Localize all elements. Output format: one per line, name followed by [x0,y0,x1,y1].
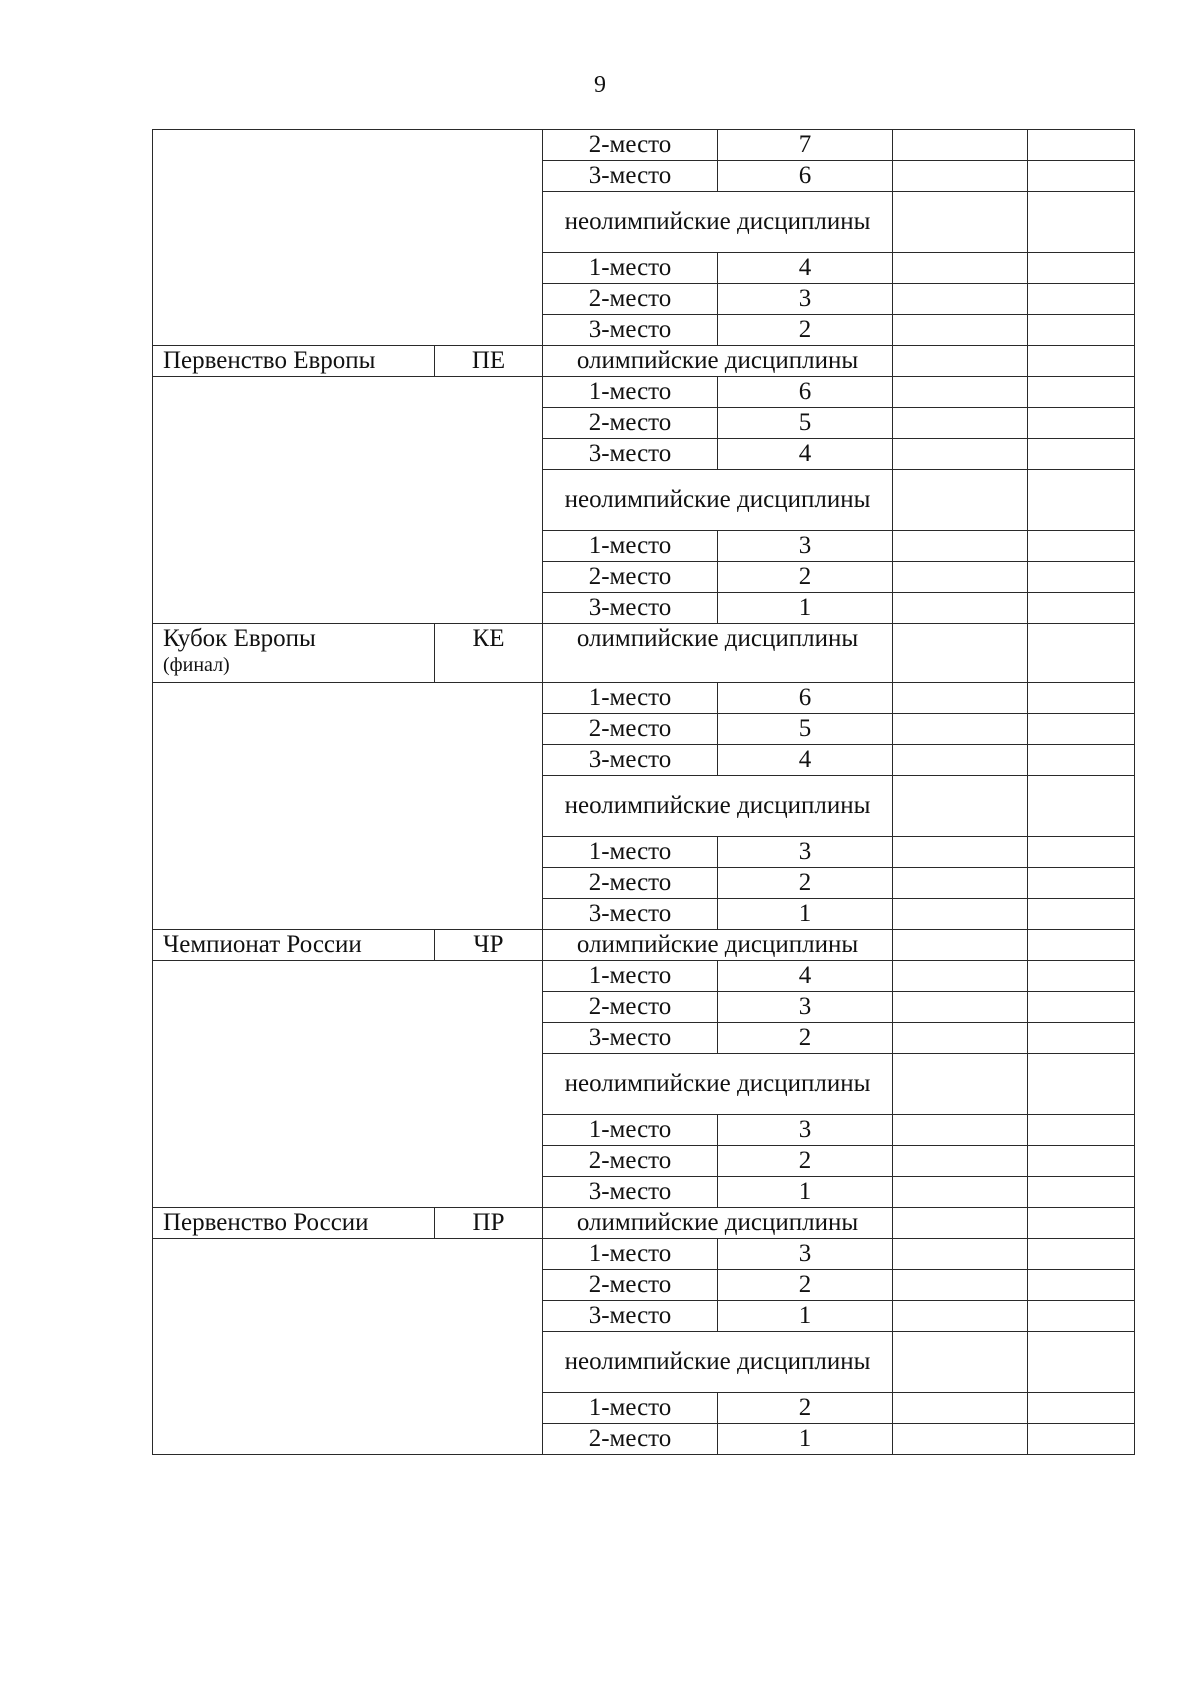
score-cell: 2 [718,562,893,593]
place-cell: 2-место [543,714,718,745]
score-cell: 3 [718,1239,893,1270]
score-cell: 4 [718,961,893,992]
place-cell: 1-место [543,1115,718,1146]
competition-name-cell [153,930,435,961]
empty-cell [893,1332,1028,1393]
empty-cell [1028,1270,1135,1301]
empty-cell [893,408,1028,439]
empty-cell [1028,284,1135,315]
empty-cell [893,930,1028,961]
place-cell: 3-место [543,439,718,470]
empty-cell [1028,1393,1135,1424]
empty-cell [1028,1177,1135,1208]
empty-cell [1028,161,1135,192]
empty-cell [1028,439,1135,470]
discipline-label: олимпийские дисциплины [543,930,893,961]
empty-cell [1028,624,1135,683]
place-cell: 1-место [543,377,718,408]
place-cell: 2-место [543,992,718,1023]
empty-cell [893,439,1028,470]
empty-cell [893,745,1028,776]
scoring-table-body [153,130,1135,1455]
score-cell: 1 [718,593,893,624]
competition-abbr: КЕ [435,624,543,683]
score-cell: 4 [718,253,893,284]
competition-abbr: ЧР [435,930,543,961]
place-cell: 3-место [543,899,718,930]
empty-cell [1028,961,1135,992]
empty-cell [893,346,1028,377]
empty-cell [893,1301,1028,1332]
empty-cell [893,531,1028,562]
place-cell: 2-место [543,868,718,899]
empty-cell [893,1115,1028,1146]
empty-cell [893,1146,1028,1177]
place-cell: 2-место [543,562,718,593]
empty-cell [893,593,1028,624]
score-cell: 2 [718,1393,893,1424]
empty-cell [893,315,1028,346]
empty-cell [893,868,1028,899]
table-row [153,961,1135,992]
empty-cell [1028,1239,1135,1270]
empty-cell [893,253,1028,284]
discipline-label: неолимпийские дисциплины [543,192,893,253]
place-cell: 3-место [543,745,718,776]
empty-cell [893,284,1028,315]
place-cell: 1-место [543,531,718,562]
empty-cell [1028,776,1135,837]
place-cell: 3-место [543,315,718,346]
empty-cell [1028,192,1135,253]
empty-cell [1028,1332,1135,1393]
empty-cell [893,130,1028,161]
blank-name-cell [153,130,543,346]
competition-name: Первенство России [163,1209,369,1236]
discipline-label: неолимпийские дисциплины [543,776,893,837]
score-cell: 4 [718,439,893,470]
place-cell: 2-место [543,1424,718,1455]
empty-cell [893,470,1028,531]
score-cell: 1 [718,1177,893,1208]
competition-name-sub: (финал) [163,654,230,676]
empty-cell [893,1393,1028,1424]
empty-cell [1028,1424,1135,1455]
empty-cell [1028,930,1135,961]
table-row [153,1239,1135,1270]
table-row [153,377,1135,408]
empty-cell [893,776,1028,837]
score-cell: 3 [718,284,893,315]
page-number: 9 [594,72,606,98]
score-cell: 3 [718,992,893,1023]
empty-cell [893,714,1028,745]
competition-name: Первенство Европы [163,347,376,374]
table-row [153,930,1135,961]
empty-cell [1028,377,1135,408]
place-cell: 1-место [543,837,718,868]
table-row [153,130,1135,161]
empty-cell [893,377,1028,408]
score-cell: 3 [718,531,893,562]
place-cell: 1-место [543,1393,718,1424]
competition-name: Чемпионат России [163,931,362,958]
blank-name-cell [153,961,543,1208]
competition-name-cell [153,624,435,683]
score-cell: 6 [718,683,893,714]
discipline-label: олимпийские дисциплины [543,624,893,683]
empty-cell [893,992,1028,1023]
discipline-label: неолимпийские дисциплины [543,1054,893,1115]
empty-cell [1028,562,1135,593]
place-cell: 2-место [543,284,718,315]
score-cell: 6 [718,161,893,192]
empty-cell [893,1424,1028,1455]
score-cell: 5 [718,714,893,745]
discipline-label: олимпийские дисциплины [543,346,893,377]
place-cell: 3-место [543,593,718,624]
score-cell: 2 [718,1270,893,1301]
place-cell: 2-место [543,1270,718,1301]
empty-cell [1028,253,1135,284]
place-cell: 1-место [543,683,718,714]
empty-cell [893,624,1028,683]
table-row [153,346,1135,377]
score-cell: 1 [718,1301,893,1332]
empty-cell [1028,531,1135,562]
score-cell: 4 [718,745,893,776]
place-cell: 1-место [543,961,718,992]
empty-cell [1028,593,1135,624]
competition-name-cell [153,346,435,377]
competition-name: Кубок Европы [163,625,316,652]
empty-cell [1028,1146,1135,1177]
blank-name-cell [153,683,543,930]
competition-abbr: ПЕ [435,346,543,377]
table-row [153,683,1135,714]
score-cell: 2 [718,1023,893,1054]
empty-cell [1028,1115,1135,1146]
empty-cell [1028,683,1135,714]
scoring-table [152,129,1135,1455]
score-cell: 7 [718,130,893,161]
discipline-label: неолимпийские дисциплины [543,1332,893,1393]
empty-cell [1028,1023,1135,1054]
score-cell: 2 [718,1146,893,1177]
empty-cell [893,683,1028,714]
table-row [153,624,1135,683]
empty-cell [1028,346,1135,377]
place-cell: 3-место [543,1301,718,1332]
score-cell: 6 [718,377,893,408]
empty-cell [1028,992,1135,1023]
score-cell: 3 [718,1115,893,1146]
place-cell: 3-место [543,161,718,192]
empty-cell [893,1239,1028,1270]
score-cell: 1 [718,1424,893,1455]
empty-cell [1028,1208,1135,1239]
table-row [153,1208,1135,1239]
place-cell: 1-место [543,1239,718,1270]
empty-cell [1028,899,1135,930]
empty-cell [893,1177,1028,1208]
place-cell: 3-место [543,1023,718,1054]
score-cell: 2 [718,315,893,346]
empty-cell [1028,315,1135,346]
place-cell: 2-место [543,408,718,439]
score-cell: 5 [718,408,893,439]
empty-cell [893,1270,1028,1301]
score-cell: 2 [718,868,893,899]
empty-cell [1028,1301,1135,1332]
empty-cell [893,961,1028,992]
empty-cell [1028,714,1135,745]
place-cell: 2-место [543,1146,718,1177]
discipline-label: неолимпийские дисциплины [543,470,893,531]
empty-cell [1028,1054,1135,1115]
empty-cell [1028,130,1135,161]
competition-abbr: ПР [435,1208,543,1239]
score-cell: 1 [718,899,893,930]
score-cell: 3 [718,837,893,868]
empty-cell [893,1054,1028,1115]
empty-cell [893,837,1028,868]
blank-name-cell [153,1239,543,1455]
empty-cell [893,1023,1028,1054]
empty-cell [1028,837,1135,868]
discipline-label: олимпийские дисциплины [543,1208,893,1239]
place-cell: 3-место [543,1177,718,1208]
place-cell: 1-место [543,253,718,284]
empty-cell [893,899,1028,930]
blank-name-cell [153,377,543,624]
empty-cell [893,192,1028,253]
empty-cell [1028,868,1135,899]
empty-cell [893,562,1028,593]
empty-cell [1028,745,1135,776]
place-cell: 2-место [543,130,718,161]
empty-cell [893,1208,1028,1239]
empty-cell [1028,470,1135,531]
competition-name-cell [153,1208,435,1239]
empty-cell [893,161,1028,192]
empty-cell [1028,408,1135,439]
